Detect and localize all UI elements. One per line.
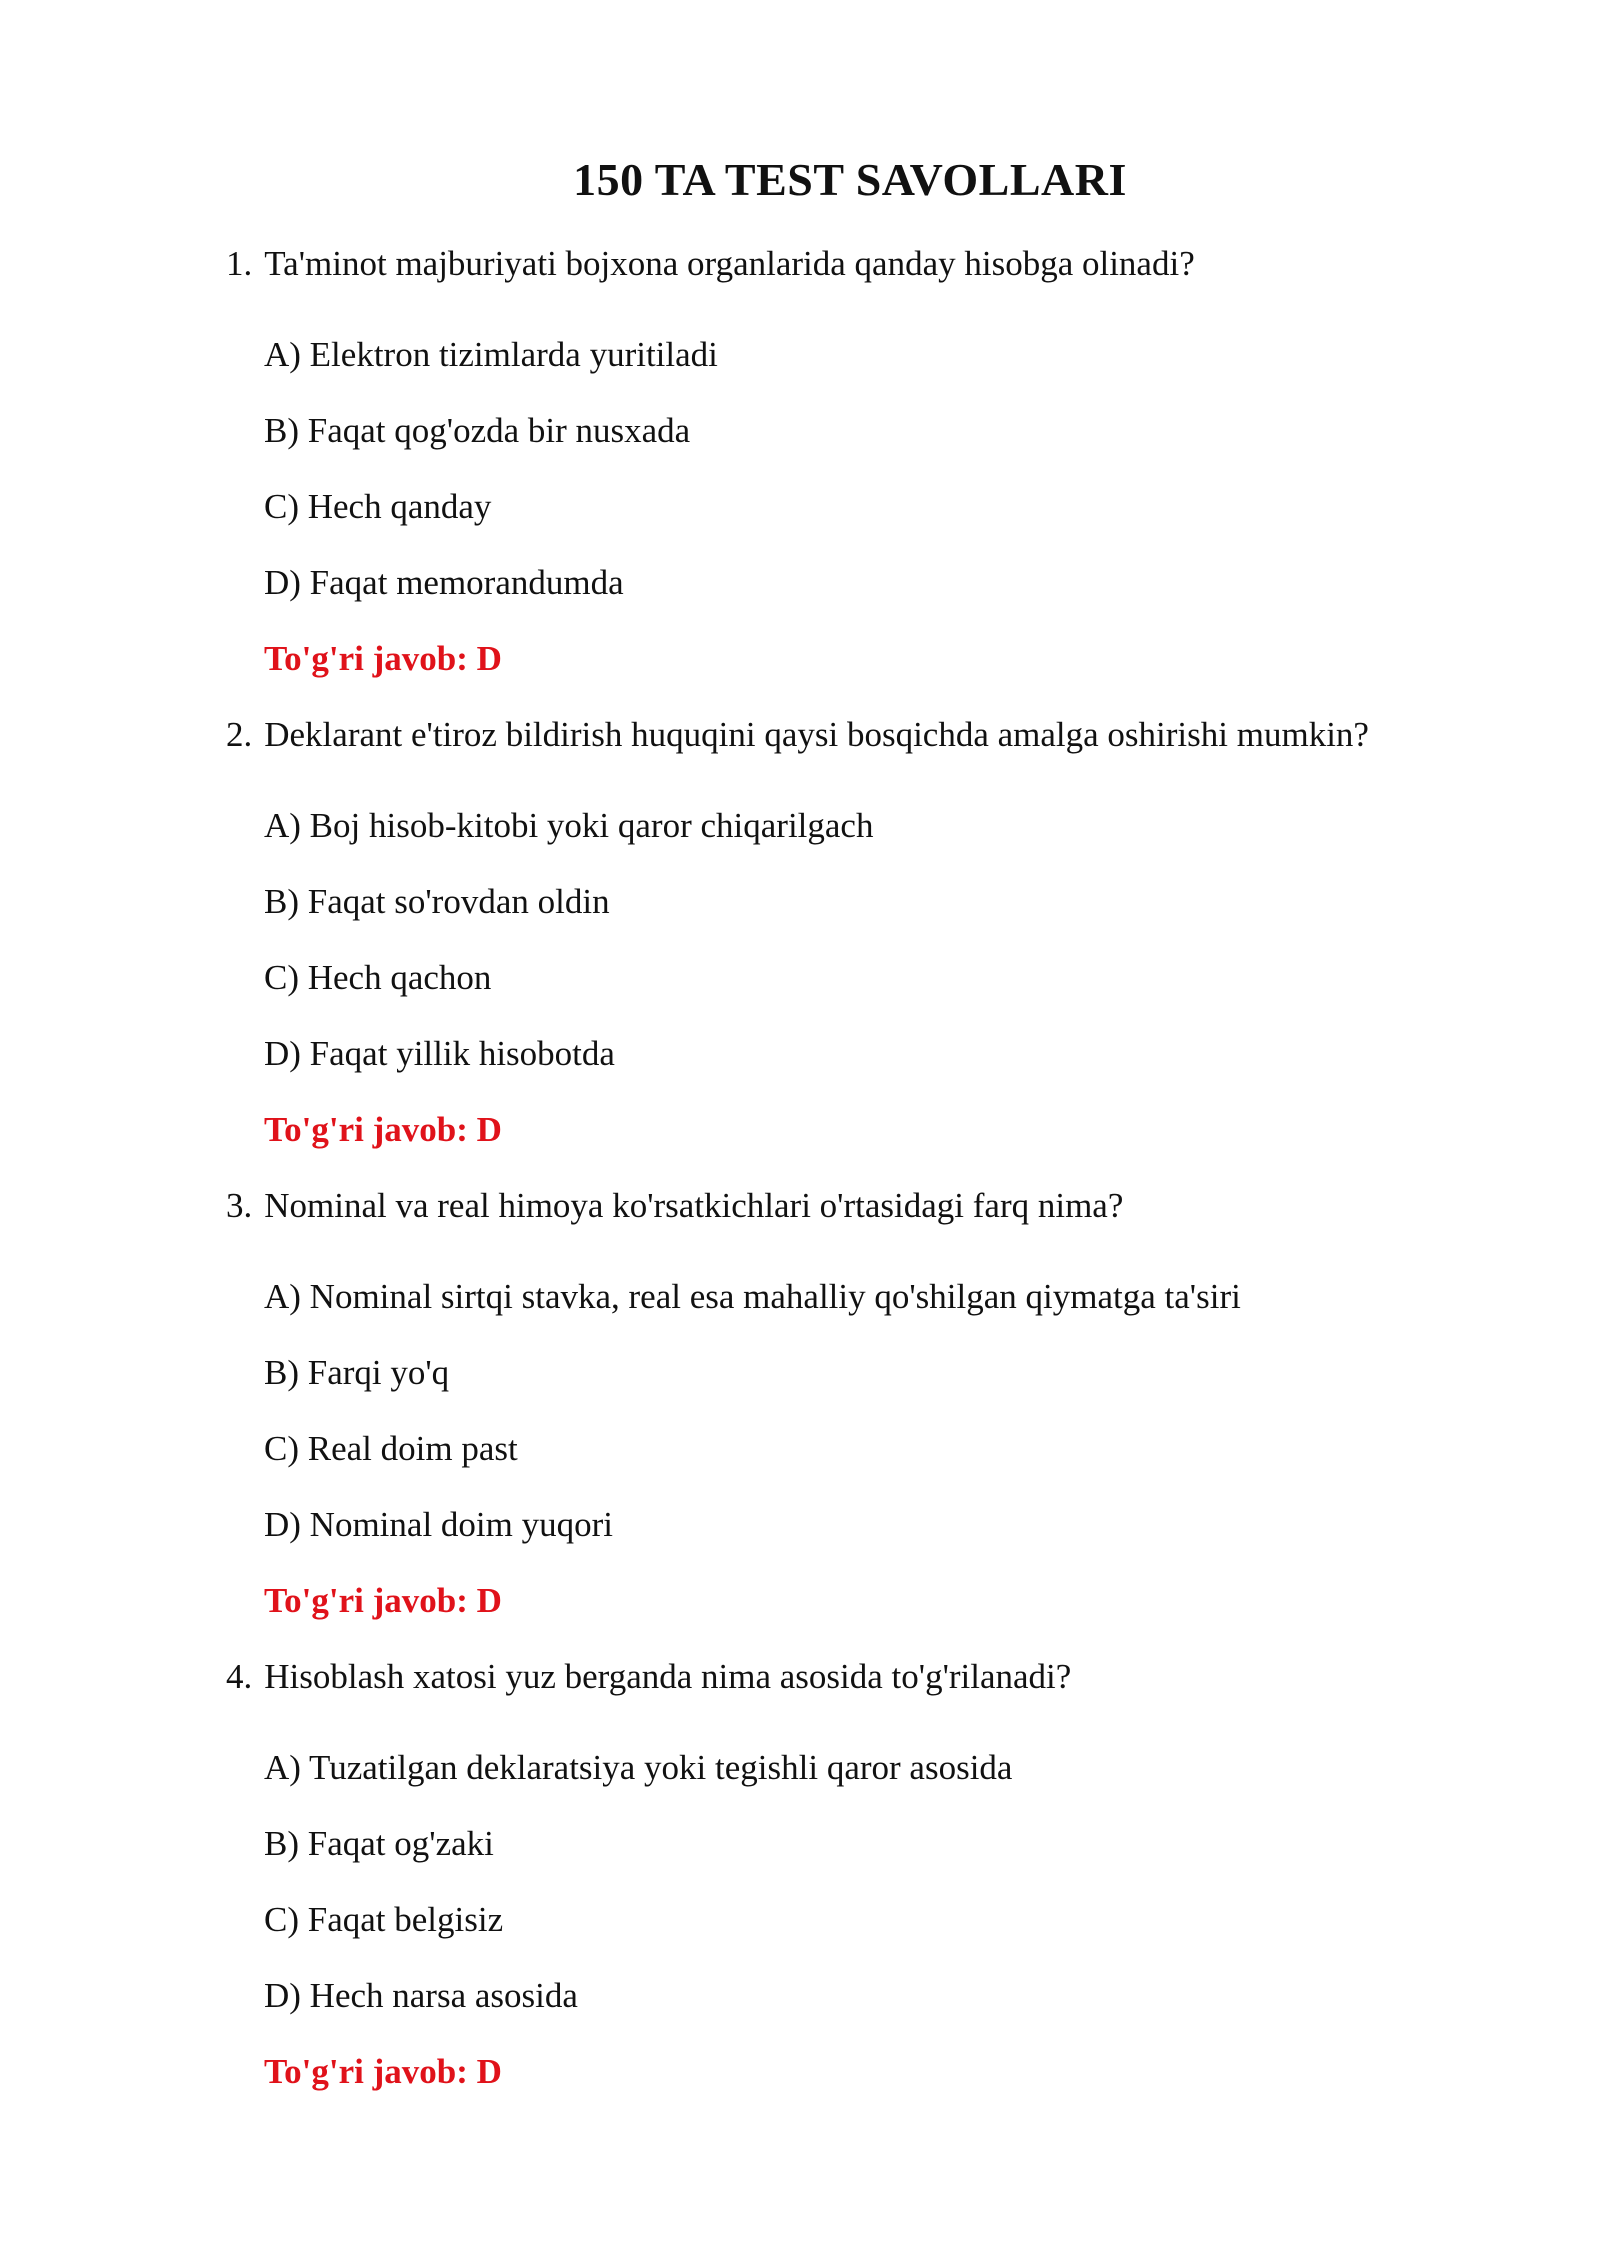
option-c: C) Hech qachon — [264, 958, 492, 997]
question-label: Ta'minot majburiyati bojxona organlarida qanday hisobga olinadi? — [264, 244, 1195, 283]
option-c: C) Real doim past — [264, 1429, 518, 1468]
question-block — [226, 710, 1526, 1149]
option-a: A) Elektron tizimlarda yuritiladi — [264, 335, 718, 374]
question-number: 3. — [226, 1186, 253, 1225]
question-label: Hisoblash xatosi yuz berganda nima asosida to'g'rilanadi? — [264, 1657, 1072, 1696]
option-b: B) Faqat og'zaki — [264, 1824, 494, 1863]
correct-answer: To'g'ri javob: D — [264, 1110, 502, 1149]
correct-answer: To'g'ri javob: D — [264, 639, 502, 678]
question-block — [226, 1652, 1526, 2091]
option-d: D) Hech narsa asosida — [264, 1976, 578, 2015]
correct-answer: To'g'ri javob: D — [264, 2052, 502, 2091]
question-text — [226, 1181, 1526, 1231]
question-number: 4. — [226, 1657, 253, 1696]
page-title: 150 TA TEST SAVOLLARI — [573, 154, 1127, 205]
option-b: B) Faqat so'rovdan oldin — [264, 882, 610, 921]
question-text — [226, 710, 1526, 760]
question-number: 1. — [226, 244, 253, 283]
question-block — [226, 1181, 1526, 1620]
option-b: B) Farqi yo'q — [264, 1353, 450, 1392]
option-b: B) Faqat qog'ozda bir nusxada — [264, 411, 691, 450]
option-d: D) Nominal doim yuqori — [264, 1505, 613, 1544]
option-d: D) Faqat memorandumda — [264, 563, 624, 602]
question-number: 2. — [226, 715, 253, 754]
question-label: Deklarant e'tiroz bildirish huquqini qaysi bosqichda amalga oshirishi mumkin? — [264, 715, 1369, 754]
correct-answer: To'g'ri javob: D — [264, 1581, 502, 1620]
question-label: Nominal va real himoya ko'rsatkichlari o'rtasidagi farq nima? — [264, 1186, 1124, 1225]
question-block — [226, 239, 1526, 678]
question-text — [226, 239, 1526, 289]
option-c: C) Faqat belgisiz — [264, 1900, 504, 1939]
option-d: D) Faqat yillik hisobotda — [264, 1034, 615, 1073]
option-a: A) Nominal sirtqi stavka, real esa mahalliy qo'shilgan qiymatga ta'siri — [264, 1277, 1241, 1316]
option-a: A) Tuzatilgan deklaratsiya yoki tegishli qaror asosida — [264, 1748, 1013, 1787]
question-text — [226, 1652, 1526, 1702]
option-c: C) Hech qanday — [264, 487, 492, 526]
option-a: A) Boj hisob-kitobi yoki qaror chiqarilgach — [264, 806, 874, 845]
